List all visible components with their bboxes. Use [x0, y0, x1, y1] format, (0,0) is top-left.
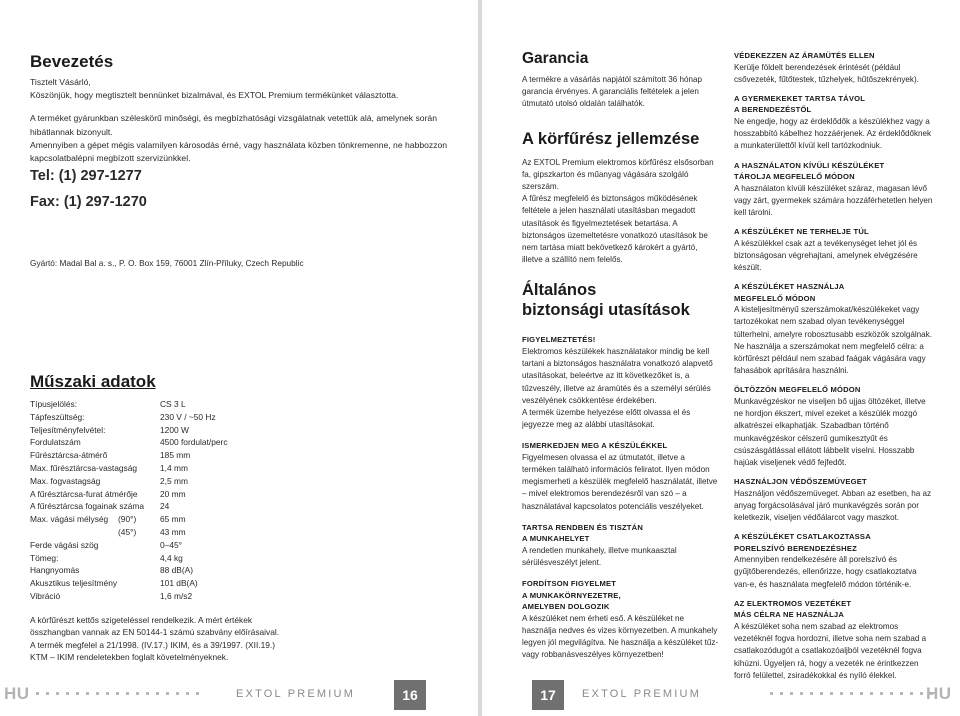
spec-row	[30, 398, 330, 411]
spec-value: 1,6 m/s2	[160, 590, 193, 601]
safety-block-text: A készüléket soha nem szabad az elektromos vezetéknél fogva hordozni, illetve soha nem szabad a csatlakozódugót a csatlakozóaljból vezetéknél fogva kihúzni. Ügyeljen rá, hogy a vezeték ne érintkezzen forró felülettel, zsiradékokkal és nyíló élekkel.	[734, 621, 927, 680]
right-column-2	[734, 50, 934, 682]
note-line-2: összhangban vannak az EN 50144-1 számú szabvány előírásaival.	[30, 627, 280, 638]
safety-block-caption: MÁS CÉLRA NE HASZNÁLJA	[734, 610, 845, 620]
dot-pattern-right	[770, 686, 933, 700]
spec-row	[30, 475, 330, 488]
spec-sub-label: (90°)	[118, 514, 137, 525]
spec-label: Vibráció	[30, 590, 61, 601]
lang-label-left: HU	[4, 684, 30, 703]
spec-label: A fűrésztárcsa fogainak száma	[30, 501, 145, 512]
spec-label: Típusjelölés:	[30, 399, 78, 409]
environment-caption-3: AMELYBEN DOLGOZIK	[522, 602, 610, 612]
spec-value: 88 dB(A)	[160, 565, 194, 576]
safety-block	[734, 93, 934, 153]
spec-row	[30, 488, 330, 501]
footer-dot	[176, 692, 179, 695]
note-line-1: A körfűrészt kettős szigeteléssel rendelkezik. A mért értékek	[30, 615, 253, 625]
safety-block-caption: VÉDEKEZZEN AZ ÁRAMÜTÉS ELLEN	[734, 51, 875, 60]
greeting: Tisztelt Vásárló,	[30, 77, 91, 87]
safety-block-text: A készülékkel csak azt a tevékenységet lehet jól és biztonságosan végrehajtani, amelynek elvégzésére készült.	[734, 238, 918, 273]
safety-block-text: Ne engedje, hogy az érdeklődők a készülékhez vagy a hosszabbító kábelhez hozzáérjenek. Az érdeklődőknek a munkaterülettől kívül kell tartózkodniuk.	[734, 116, 932, 151]
safety-block-caption: PORELSZÍVÓ BERENDEZÉSHEZ	[734, 543, 857, 553]
left-page	[0, 0, 478, 716]
footer-dot	[76, 692, 79, 695]
footer-dot	[840, 692, 843, 695]
footer-dot	[56, 692, 59, 695]
spec-value: 1,4 mm	[160, 462, 188, 473]
environment-caption-1: FORDÍTSON FIGYELMET	[522, 579, 617, 589]
spec-value: CS 3 L	[160, 399, 186, 409]
footer-dot	[890, 692, 893, 695]
tidy-text: A rendetlen munkahely, illetve munkaasztal sérülésveszélyt jelent.	[522, 545, 677, 568]
footer-dot	[870, 692, 873, 695]
spec-row	[30, 577, 330, 590]
korfuresz-text-1: Az EXTOL Premium elektromos körfűrész elsősorban fa, gipszkarton és műanyag vágására szolgáló szerszám.	[522, 157, 714, 192]
familiarize-text: Figyelmesen olvassa el az útmutatót, illetve a terméken található információs feliratot. Ilyen módon megismerheti a készülék megfelelő használatát, illetve – mivel elektromos berendezésről van szó – a használatával kapcsolatos potenciális veszélyeket.	[522, 452, 718, 511]
footer-dot	[880, 692, 883, 695]
intro-paragraph-1: A terméket gyárunkban széleskörű minőségi, és megbízhatósági vizsgálatnak vetettük alá, amelynek során hibátlannak bizonyult.	[30, 113, 437, 137]
footer-dot	[850, 692, 853, 695]
spec-label: Max. vágási mélység	[30, 514, 109, 525]
footer-dot	[830, 692, 833, 695]
spec-label: A fűrésztárcsa-furat átmérője	[30, 488, 138, 499]
spec-table	[30, 398, 330, 603]
footer-dot	[820, 692, 823, 695]
warning-text: Elektromos készülékek használatakor mindig be kell tartani a biztonságos használatra vonatkozó alapvető utasításokat, beleértve az itt következőket is, a tűzveszély, illetve az áramütés és a személyi sérülés veszélyének csökkentése érdekében.	[522, 346, 713, 405]
note-line-3: A termék megfelel a 21/1998. (IV.17.) IKIM, és a 39/1997. (XII.19.)	[30, 639, 276, 650]
safety-block-text: Kerülje földelt berendezések érintését (például csővezeték, fűtőtestek, tűzhelyek, hűtőszekrények).	[734, 62, 919, 84]
brand-left: EXTOL PREMIUM	[236, 688, 356, 700]
safety-block-caption: MEGFELELŐ MÓDON	[734, 293, 816, 303]
safety-title-line-2: biztonsági utasítások	[522, 301, 690, 320]
footer-dot	[96, 692, 99, 695]
footer-dot	[126, 692, 129, 695]
safety-block-caption: A GYERMEKEKET TARTSA TÁVOL	[734, 93, 866, 103]
spec-label: Max. fűrésztárcsa-vastagság	[30, 462, 138, 473]
spec-sub-label: (45°)	[118, 526, 137, 537]
footer-dot	[196, 692, 199, 695]
korfuresz-title: A körfűrész jellemzése	[522, 129, 700, 148]
footer-dot	[116, 692, 119, 695]
garancia-title: Garancia	[522, 50, 589, 67]
spec-value: 101 dB(A)	[160, 578, 198, 589]
spec-row	[30, 552, 330, 565]
spec-row	[30, 539, 330, 552]
footer-dot	[146, 692, 149, 695]
spec-title: Műszaki adatok	[30, 372, 156, 391]
spec-value: 43 mm	[160, 526, 186, 537]
spec-row	[30, 564, 330, 577]
brand-right: EXTOL PREMIUM	[582, 688, 702, 700]
spec-label: Tömeg:	[30, 552, 59, 563]
spec-value: 230 V / ~50 Hz	[160, 411, 216, 422]
safety-block	[734, 226, 934, 274]
intro-title: Bevezetés	[30, 52, 114, 71]
fax-number: Fax: (1) 297-1270	[30, 194, 147, 210]
safety-block-text: Amennyiben rendelkezésére áll porelszívó és gyűjtőberendezés, ellenőrizze, hogy csatlakoztatva van-e, és használata megfelelő módon történik-e.	[734, 555, 917, 589]
spec-row	[30, 462, 330, 475]
spec-value: 0–45°	[160, 539, 182, 550]
safety-block-caption: A KÉSZÜLÉKET CSATLAKOZTASSA	[734, 532, 871, 542]
safety-block-caption: A KÉSZÜLÉKET NE TERHELJE TÚL	[734, 227, 869, 237]
footer-dot	[156, 692, 159, 695]
spec-row	[30, 411, 330, 424]
footer-dot	[36, 692, 39, 695]
spec-row	[30, 590, 330, 603]
safety-block	[734, 476, 934, 524]
spec-value: 4500 fordulat/perc	[160, 437, 228, 448]
footer-dot	[186, 692, 189, 695]
safety-block-caption: AZ ELEKTROMOS VEZETÉKET	[734, 598, 852, 608]
spec-value: 1200 W	[160, 424, 189, 435]
footer-dot	[86, 692, 89, 695]
spec-label: Fordulatszám	[30, 437, 81, 448]
spec-label: Ferde vágási szög	[30, 539, 99, 550]
spec-value: 24	[160, 501, 170, 512]
korfuresz-text-2: A fűrész megfelelő és biztonságos működésének feltétele a jelen használati utasításban megadott utasítások és figyelmeztetések betartása. A biztonságos üzemeltetésre vonatkozó utasítások be nem tartása miatt bekövetkező károkért a gyártó, illetve a szállító nem felelős.	[522, 194, 708, 265]
safety-block	[734, 160, 934, 220]
spec-value: 20 mm	[160, 488, 186, 499]
safety-block-caption: HASZNÁLJON VÉDŐSZEMÜVEGET	[734, 477, 867, 487]
footer-dot	[136, 692, 139, 695]
warning-caption: FIGYELMEZTETÉS!	[522, 335, 596, 345]
spec-label: Fűrésztárcsa-átmérő	[30, 450, 108, 461]
spec-value: 4,4 kg	[160, 552, 183, 563]
intro-section	[30, 52, 450, 165]
footer-dot	[900, 692, 903, 695]
footer-dot	[780, 692, 783, 695]
note-line-4: KTM – IKIM rendeletekben foglalt követelményeknek.	[30, 651, 229, 662]
safety-block	[734, 281, 934, 377]
footer-dot	[106, 692, 109, 695]
safety-block-text: A kisteljesítményű szerszámokat/készülékeket vagy tartozékokat nem szabad olyan tevékenységgel túlterhelni, amelyre robosztusabb eszközök szolgálnak. Ne használja a szerszámokat nem megfelelő célra: a körfűrészt például nem szabad faágak vágására vagy fahasábok aprítására használni.	[734, 305, 932, 376]
lang-label-right: HU	[926, 684, 952, 703]
spec-label: Max. fogvastagság	[30, 475, 101, 486]
tidy-caption-2: A MUNKAHELYET	[522, 534, 590, 544]
safety-title-line-1: Általános	[522, 281, 597, 300]
spec-value: 2,5 mm	[160, 475, 188, 486]
environment-text: A készüléket nem érheti eső. A készüléket ne használja nedves és vizes környezetben. A munkahely legyen jól megvilágítva. Ne használja a készüléket tűz- vagy robbanásveszélyes környezetben!	[522, 613, 719, 660]
right-column-1	[522, 50, 720, 662]
familiarize-caption: ISMERKEDJEN MEG A KÉSZÜLÉKKEL	[522, 441, 668, 451]
footer-dot	[770, 692, 773, 695]
environment-caption-2: A MUNKAKÖRNYEZETRE,	[522, 590, 621, 600]
footer-dot	[910, 692, 913, 695]
safety-block-text: Használjon védőszemüveget. Abban az esetben, ha az anyag forgácsolásával járó munkavégzés során por keletkezik, viseljen védőálarcot vagy maszkot.	[734, 488, 932, 523]
garancia-text: A termékre a vásárlás napjától számított 36 hónap garancia érvényes. A garanciális feltételek a jelen útmutató utolsó oldalán találhatók.	[522, 75, 702, 109]
spec-row	[30, 513, 330, 526]
spec-row	[30, 424, 330, 437]
spec-label: Tápfeszültség:	[30, 411, 85, 422]
spec-value: 65 mm	[160, 514, 186, 525]
page-number-right: 17	[532, 680, 564, 710]
footer-dot	[790, 692, 793, 695]
spec-row	[30, 436, 330, 449]
page-number-left: 16	[394, 680, 426, 710]
safety-block-caption: A BERENDEZÉSTŐL	[734, 105, 812, 115]
phone-number: Tel: (1) 297-1277	[30, 168, 142, 184]
dot-pattern-left	[36, 686, 199, 700]
compliance-note	[30, 614, 470, 663]
spec-label	[30, 526, 118, 539]
spec-label: Teljesítményfelvétel:	[30, 424, 106, 435]
safety-block-caption: A HASZNÁLATON KÍVÜLI KÉSZÜLÉKET	[734, 160, 885, 170]
footer-dot	[66, 692, 69, 695]
spec-row	[30, 449, 330, 462]
footer-dot	[810, 692, 813, 695]
safety-block-caption: A KÉSZÜLÉKET HASZNÁLJA	[734, 282, 845, 292]
safety-block	[734, 50, 934, 86]
manufacturer-address: Gyártó: Madal Bal a. s., P. O. Box 159, 76001 Zlín-Příluky, Czech Republic	[30, 258, 304, 268]
footer-dot	[800, 692, 803, 695]
footer-dot	[46, 692, 49, 695]
spec-label: Akusztikus teljesítmény	[30, 578, 118, 589]
spec-row	[30, 500, 330, 513]
safety-block-text: Munkavégzéskor ne viseljen bő ujjas öltözéket, illetve ne hordjon ékszert, mivel ezeket a készülék mozgó alkatrészei elkaphatják. Szabadban történő munkavégzéskor célszerű gumikesztyűt és csúszásgátlással ellátott lábbelit viselni. Hosszabb hajúak viseljenek védő fejfedőt.	[734, 396, 926, 467]
footer-dot	[166, 692, 169, 695]
spec-row	[30, 526, 330, 539]
intro-paragraph-2: Amennyiben a gépet mégis valamilyen károsodás érné, vagy használata közben tönkremenne, ne habbozzon kapcsolatbalépni megbízott szervizünkkel.	[30, 139, 448, 164]
safety-block	[734, 598, 934, 682]
safety-block-caption: TÁROLJA MEGFELELŐ MÓDON	[734, 172, 855, 182]
safety-block-caption: ÖLTÖZZÖN MEGFELELŐ MÓDON	[734, 385, 861, 395]
spec-value: 185 mm	[160, 450, 191, 461]
warning-text-2: A termék üzembe helyezése előtt olvassa el és jegyezze meg az alábbi utasításokat.	[522, 407, 691, 430]
safety-block-text: A használaton kívüli készüléket száraz, magasan lévő vagy zárt, gyermekek számára hozzáférhetetlen helyen kell tárolni.	[734, 183, 933, 217]
safety-block	[734, 531, 934, 591]
thanks-text: Köszönjük, hogy megtisztelt bennünket bizalmával, és EXTOL Premium termékünket választotta.	[30, 90, 399, 101]
spec-label: Hangnyomás	[30, 565, 80, 576]
safety-block	[734, 384, 934, 469]
footer-dot	[920, 692, 923, 695]
footer-dot	[860, 692, 863, 695]
tidy-caption-1: TARTSA RENDBEN ÉS TISZTÁN	[522, 522, 644, 532]
